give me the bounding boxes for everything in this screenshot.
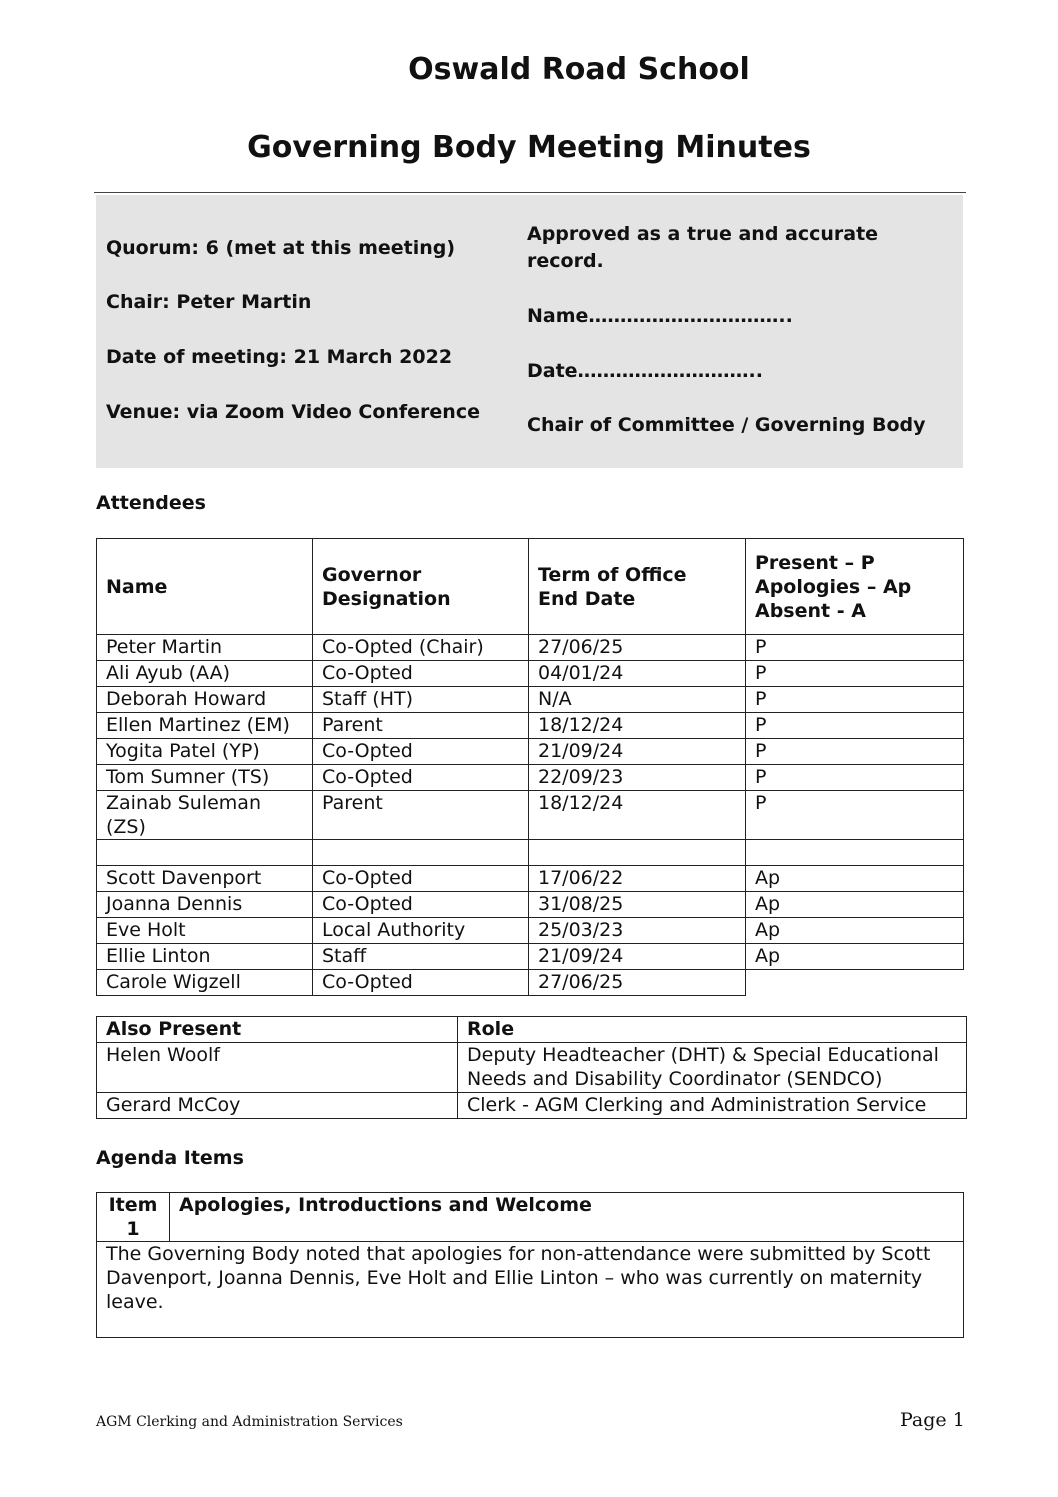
quorum-text: Quorum: 6 (met at this meeting) <box>106 237 456 259</box>
signature-name-line: Name………………………….. <box>527 305 793 327</box>
title-divider <box>94 192 966 193</box>
chair-of-committee-text: Chair of Committee / Governing Body <box>527 414 926 436</box>
header-also-present: Also Present <box>97 1017 458 1043</box>
meeting-date-text: Date of meeting: 21 March 2022 <box>106 346 453 368</box>
table-row: Ellie Linton Staff 21/09/24 Ap <box>97 944 964 970</box>
venue-text: Venue: via Zoom Video Conference <box>106 401 480 423</box>
agenda-item-body-row <box>97 1242 964 1338</box>
header-status: Present – P Apologies – Ap Absent - A <box>746 539 964 635</box>
header-name: Name <box>97 539 313 635</box>
header-designation: Governor Designation <box>313 539 529 635</box>
chair-text: Chair: Peter Martin <box>106 291 312 313</box>
table-row: Yogita Patel (YP) Co-Opted 21/09/24 P <box>97 739 964 765</box>
header-term: Term of Office End Date <box>529 539 746 635</box>
attendees-heading: Attendees <box>96 492 206 514</box>
approved-line-2: record. <box>527 250 604 272</box>
signature-date-line: Date……………………….. <box>527 360 763 382</box>
table-row: Peter Martin Co-Opted (Chair) 27/06/25 P <box>97 635 964 661</box>
table-row: Ellen Martinez (EM) Parent 18/12/24 P <box>97 713 964 739</box>
page-number: Page 1 <box>900 1409 965 1431</box>
table-row: Helen Woolf Deputy Headteacher (DHT) & Special Educational Needs and Disability Coordinator (SENDCO) <box>97 1043 967 1093</box>
attendees-table <box>96 538 964 996</box>
table-row: Ali Ayub (AA) Co-Opted 04/01/24 P <box>97 661 964 687</box>
header-role: Role <box>458 1017 967 1043</box>
school-name: Oswald Road School <box>408 52 750 87</box>
item-number: Item 1 <box>97 1193 170 1242</box>
table-row: Eve Holt Local Authority 25/03/23 Ap <box>97 918 964 944</box>
spacer-row <box>97 840 964 866</box>
table-row: Gerard McCoy Clerk - AGM Clerking and Administration Service <box>97 1093 967 1119</box>
table-row: Deborah Howard Staff (HT) N/A P <box>97 687 964 713</box>
table-row: Zainab Suleman (ZS) Parent 18/12/24 P <box>97 791 964 840</box>
item-body: The Governing Body noted that apologies for non-attendance were submitted by Scott Davenport, Joanna Dennis, Eve Holt and Ellie Linton – who was currently on maternity leave. <box>97 1242 964 1338</box>
agenda-item-header <box>97 1193 964 1242</box>
item-title: Apologies, Introductions and Welcome <box>170 1193 964 1242</box>
agenda-table <box>96 1192 964 1338</box>
table-row: Joanna Dennis Co-Opted 31/08/25 Ap <box>97 892 964 918</box>
attendees-header-row <box>97 539 964 635</box>
table-row: Scott Davenport Co-Opted 17/06/22 Ap <box>97 866 964 892</box>
footer-organisation: AGM Clerking and Administration Services <box>96 1414 403 1430</box>
also-present-header-row <box>97 1017 967 1043</box>
table-row: Carole Wigzell Co-Opted 27/06/25 <box>97 970 964 996</box>
agenda-heading: Agenda Items <box>96 1147 244 1169</box>
also-present-table <box>96 1016 967 1119</box>
table-row: Tom Sumner (TS) Co-Opted 22/09/23 P <box>97 765 964 791</box>
document-title: Governing Body Meeting Minutes <box>247 130 811 165</box>
approved-line-1: Approved as a true and accurate <box>527 223 879 245</box>
